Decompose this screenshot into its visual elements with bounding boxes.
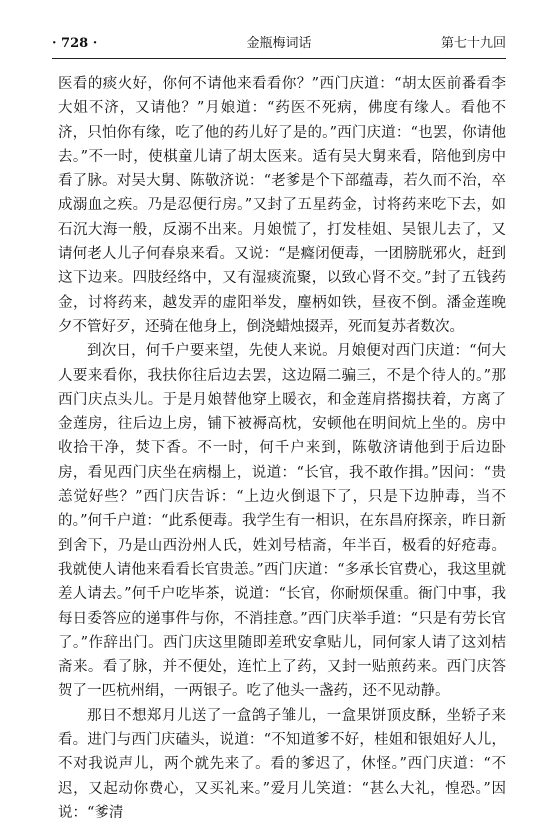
chapter-title: 第七十九回: [440, 36, 506, 51]
book-title: 金瓶梅词话: [246, 36, 312, 51]
header-rule: [52, 58, 506, 59]
paragraph-1: 医看的痰火好，你何不请他来看看你？”西门庆道：“胡太医前番看李大姐不济，又请他？”月娘道：“药医不死病，佛度有缘人。看他不济，只怕你有缘，吃了他的药儿好了是的。”西门庆道：“也罢，你请他去。”不一时，使棋童儿请了胡太医来。适有吴大舅来看，陪他到房中看了脉。对吴大舅、陈敬济说：“老爹是个下部蕴毒，若久而不治，卒成溺血之疾。乃是忍便行房。”又封了五星药金，讨将药来吃下去，如石沉大海一般，反溺不出来。月娘慌了，打发桂姐、吴银儿去了，又请何老人儿子何春泉来看。又说：“是癃闭便毒，一团膀胱邪火，赶到这下边来。四肢经络中，又有湿痰流聚，以致心肾不交。”封了五钱药金，讨将药来，越发弄的虚阳举发，麈柄如铁，昼夜不倒。潘金莲晚夕不管好歹，还骑在他身上，倒浇蜡烛掇弄，死而复苏者数次。: [58, 76, 506, 335]
paragraph-3: 那日不想郑月儿送了一盒鸽子雏儿，一盒果饼顶皮酥，坐轿子来看。进门与西门庆磕头，说道：“不知道爹不好，桂姐和银姐好人儿，不对我说声儿，两个就先来了。看的爹迟了，休怪。”西门庆道：“不迟，又起动你费心，又买礼来。”爱月儿笑道：“甚么大礼，惶恐。”因说：“爹清: [58, 707, 506, 821]
paragraph-2: 到次日，何千户要来望，先使人来说。月娘便对西门庆道：“何大人要来看你，我扶你往后边去罢，这边隔二骗三，不是个待人的。”那西门庆点头儿。于是月娘替他穿上暖衣，和金莲肩搭搊扶着，方离了金莲房，往后边上房，铺下被褥高枕，安顿他在明间炕上坐的。房中收拾干净，焚下香。不一时，何千户来到，陈敬济请他到于后边卧房，看见西门庆坐在病榻上，说道：“长官，我不敢作揖。”因问：“贵恙觉好些？”西门庆告诉：“上边火倒退下了，只是下边肿毒，当不的。”何千户道：“此系便毒。我学生有一相识，在东昌府探亲，昨日新到舍下，乃是山西汾州人氏，姓刘号桔斋，年半百，极看的好疮毒。我就使人请他来看看长官贵恙。”西门庆道：“多承长官费心，我这里就差人请去。”何千户吃毕茶，说道：“长官，你耐烦保重。衙门中事，我每日委答应的递事件与你，不消挂意。”西门庆举手道：“只是有劳长官了。”作辞出门。西门庆这里随即差玳安拿贴儿，同何家人请了这刘桔斋来。看了脉，并不便处，连忙上了药，又封一贴煎药来。西门庆答贺了一匹杭州绢，一两银子。吃了他头一盏药，还不见动静。: [58, 343, 506, 700]
page-body: [58, 72, 506, 825]
page-number: · 728 ·: [52, 36, 98, 51]
running-header: [52, 34, 506, 54]
